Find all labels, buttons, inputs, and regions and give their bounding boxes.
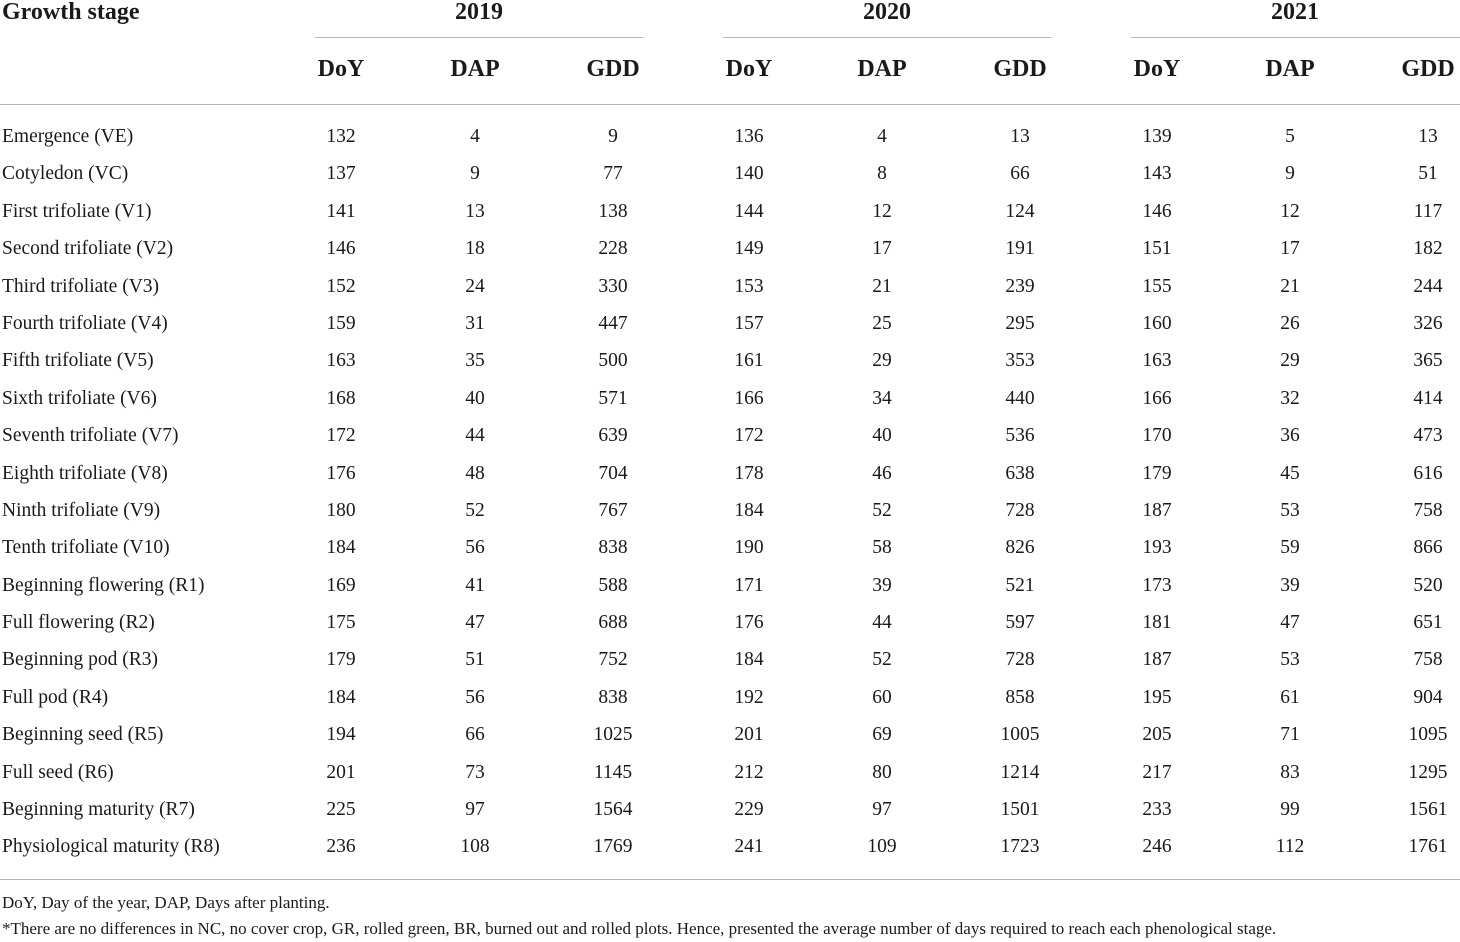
dap-2020-cell: 8: [877, 163, 887, 185]
doy-2019-cell: 146: [326, 238, 356, 260]
gdd-2020-cell: 295: [1005, 312, 1035, 334]
doy-2021-header: DoY: [1133, 56, 1181, 82]
doy-2019-cell: 168: [326, 387, 356, 409]
table-row: [0, 828, 1460, 865]
table-row: [0, 567, 1460, 604]
dap-2021-header: DAP: [1265, 56, 1315, 82]
doy-2021-cell: 173: [1142, 574, 1172, 596]
dap-2019-cell: 31: [465, 312, 485, 334]
dap-2021-cell: 112: [1275, 836, 1305, 858]
doy-2020-cell: 171: [734, 574, 764, 596]
gdd-2019-cell: 767: [598, 499, 628, 521]
doy-2019-cell: 172: [326, 425, 356, 447]
dap-2020-cell: 44: [872, 612, 892, 634]
dap-2019-cell: 40: [465, 387, 485, 409]
growth-stage-cell: Eighth trifoliate (V8): [2, 462, 168, 484]
gdd-2019-cell: 688: [598, 612, 628, 634]
dap-2020-cell: 17: [872, 238, 892, 260]
doy-2020-cell: 144: [734, 200, 764, 222]
gdd-2020-cell: 1005: [1000, 724, 1040, 746]
doy-2019-cell: 194: [326, 724, 356, 746]
dap-2021-cell: 17: [1280, 238, 1300, 260]
table-row: [0, 417, 1460, 454]
growth-stage-cell: Beginning maturity (R7): [2, 799, 195, 821]
table-row: [0, 716, 1460, 753]
dap-2019-cell: 44: [465, 425, 485, 447]
gdd-2021-cell: 244: [1413, 275, 1443, 297]
doy-2021-cell: 143: [1142, 163, 1172, 185]
gdd-2019-cell: 500: [598, 350, 628, 372]
gdd-2020-cell: 858: [1005, 686, 1035, 708]
doy-2021-cell: 179: [1142, 462, 1172, 484]
gdd-2019-cell: 138: [598, 200, 628, 222]
dap-2020-cell: 25: [872, 312, 892, 334]
growth-stage-cell: Emergence (VE): [2, 126, 134, 147]
dap-2020-cell: 46: [872, 462, 892, 484]
growth-stage-cell: Fifth trifoliate (V5): [2, 350, 154, 372]
table-footnotes: [2, 890, 1276, 942]
table-row: [0, 230, 1460, 267]
dap-2020-cell: 12: [872, 200, 892, 222]
table-bottom-rule: [0, 879, 1460, 880]
dap-2019-cell: 108: [460, 836, 490, 858]
footnote-abbreviations: DoY, Day of the year, DAP, Days after planting.: [2, 893, 330, 912]
table-row: [0, 268, 1460, 305]
dap-2020-cell: 52: [872, 649, 892, 671]
gdd-2019-cell: 1145: [593, 761, 633, 783]
growth-stage-cell: Tenth trifoliate (V10): [2, 537, 170, 559]
dap-2019-cell: 48: [465, 462, 485, 484]
dap-2021-cell: 5: [1285, 126, 1295, 147]
dap-2020-cell: 34: [872, 387, 892, 409]
growth-stage-cell: Seventh trifoliate (V7): [2, 425, 179, 447]
doy-2020-cell: 140: [734, 163, 764, 185]
gdd-2020-cell: 1501: [1000, 799, 1040, 821]
gdd-2019-cell: 1025: [593, 724, 633, 746]
growth-stage-cell: Cotyledon (VC): [2, 163, 129, 185]
doy-2019-cell: 176: [326, 462, 356, 484]
doy-2019-cell: 175: [326, 612, 356, 634]
growth-stage-cell: Third trifoliate (V3): [2, 275, 160, 297]
doy-2020-cell: 212: [734, 761, 764, 783]
doy-2020-header: DoY: [725, 56, 773, 82]
dap-2021-cell: 99: [1280, 799, 1300, 821]
growth-stage-cell: Second trifoliate (V2): [2, 238, 174, 260]
dap-2019-cell: 35: [465, 350, 485, 372]
dap-2019-cell: 51: [465, 649, 485, 671]
doy-2019-cell: 159: [326, 312, 356, 334]
dap-2021-cell: 32: [1280, 387, 1300, 409]
doy-2020-cell: 136: [734, 126, 764, 147]
doy-2019-cell: 163: [326, 350, 356, 372]
gdd-2020-cell: 13: [1010, 126, 1030, 147]
gdd-2021-cell: 365: [1413, 350, 1443, 372]
growth-stage-cell: Sixth trifoliate (V6): [2, 387, 157, 409]
gdd-2021-cell: 326: [1413, 312, 1443, 334]
dap-2020-cell: 58: [872, 537, 892, 559]
table-row: [0, 754, 1460, 791]
year-2019-header: 2019: [455, 0, 503, 25]
doy-2020-cell: 149: [734, 238, 764, 260]
doy-2019-cell: 201: [326, 761, 356, 783]
dap-2019-cell: 18: [465, 238, 485, 260]
doy-2020-cell: 201: [734, 724, 764, 746]
dap-2021-cell: 71: [1280, 724, 1300, 746]
growth-stage-header: Growth stage: [2, 0, 140, 25]
dap-2019-header: DAP: [450, 56, 500, 82]
dap-2019-cell: 13: [465, 200, 485, 222]
gdd-2021-cell: 651: [1413, 612, 1443, 634]
footnote-treatments: *There are no differences in NC, no cover crop, GR, rolled green, BR, burned out and rolled plots. Hence, presented the average number of days required to reach each phenological stage.: [2, 919, 1277, 938]
doy-2021-cell: 170: [1142, 425, 1172, 447]
gdd-2020-cell: 66: [1010, 163, 1030, 185]
doy-2021-cell: 205: [1142, 724, 1172, 746]
doy-2021-cell: 187: [1142, 649, 1172, 671]
dap-2019-cell: 97: [465, 799, 485, 821]
doy-2019-cell: 137: [326, 163, 356, 185]
gdd-2019-cell: 1769: [593, 836, 633, 858]
doy-2020-cell: 153: [734, 275, 764, 297]
gdd-2021-cell: 758: [1413, 499, 1443, 521]
gdd-2020-cell: 521: [1005, 574, 1035, 596]
doy-2020-cell: 176: [734, 612, 764, 634]
year-2020-underline: [723, 37, 1051, 38]
dap-2021-cell: 61: [1280, 686, 1300, 708]
table-row: [0, 342, 1460, 379]
table-row: [0, 380, 1460, 417]
gdd-2021-cell: 616: [1413, 462, 1443, 484]
growth-stage-cell: Full seed (R6): [2, 761, 114, 783]
doy-2021-cell: 195: [1142, 686, 1172, 708]
doy-2020-cell: 241: [734, 836, 764, 858]
table-row: [0, 455, 1460, 492]
dap-2021-cell: 39: [1280, 574, 1300, 596]
dap-2019-cell: 9: [470, 163, 480, 185]
dap-2021-cell: 45: [1280, 462, 1300, 484]
gdd-2021-cell: 51: [1418, 163, 1438, 185]
growth-stage-cell: First trifoliate (V1): [2, 200, 152, 222]
doy-2021-cell: 233: [1142, 799, 1172, 821]
doy-2021-cell: 139: [1142, 126, 1172, 147]
dap-2019-cell: 73: [465, 761, 485, 783]
doy-2021-cell: 151: [1142, 238, 1172, 260]
dap-2019-cell: 56: [465, 686, 485, 708]
table-row: [0, 155, 1460, 192]
doy-2020-cell: 178: [734, 462, 764, 484]
doy-2019-cell: 184: [326, 537, 356, 559]
table-row: [0, 118, 1460, 155]
dap-2020-cell: 52: [872, 499, 892, 521]
dap-2020-cell: 29: [872, 350, 892, 372]
gdd-2019-cell: 838: [598, 537, 628, 559]
gdd-2020-cell: 728: [1005, 649, 1035, 671]
doy-2019-cell: 180: [326, 499, 356, 521]
gdd-2019-header: GDD: [586, 56, 640, 82]
doy-2020-cell: 161: [734, 350, 764, 372]
gdd-2020-cell: 124: [1005, 200, 1035, 222]
gdd-2021-cell: 1095: [1408, 724, 1448, 746]
doy-2020-cell: 184: [734, 649, 764, 671]
gdd-2020-cell: 191: [1005, 238, 1035, 260]
dap-2021-cell: 9: [1285, 163, 1295, 185]
table-row: [0, 529, 1460, 566]
growth-stage-cell: Ninth trifoliate (V9): [2, 499, 161, 521]
growth-stage-cell: Full pod (R4): [2, 686, 109, 708]
dap-2020-cell: 80: [872, 761, 892, 783]
dap-2019-cell: 52: [465, 499, 485, 521]
table-row: [0, 791, 1460, 828]
gdd-2021-cell: 414: [1413, 387, 1443, 409]
dap-2020-cell: 21: [872, 275, 892, 297]
dap-2021-cell: 26: [1280, 312, 1300, 334]
gdd-2021-cell: 1561: [1408, 799, 1448, 821]
gdd-2021-cell: 904: [1413, 686, 1443, 708]
gdd-2019-cell: 330: [598, 275, 628, 297]
doy-2020-cell: 157: [734, 312, 764, 334]
gdd-2020-cell: 536: [1005, 425, 1035, 447]
doy-2019-cell: 169: [326, 574, 356, 596]
gdd-2021-cell: 13: [1418, 126, 1438, 147]
gdd-2020-cell: 728: [1005, 499, 1035, 521]
doy-2021-cell: 181: [1142, 612, 1172, 634]
dap-2021-cell: 12: [1280, 200, 1300, 222]
gdd-2019-cell: 1564: [593, 799, 633, 821]
gdd-2019-cell: 228: [598, 238, 628, 260]
doy-2019-cell: 132: [326, 126, 356, 147]
growth-stage-cell: Beginning flowering (R1): [2, 574, 205, 596]
doy-2021-cell: 217: [1142, 761, 1172, 783]
dap-2020-cell: 39: [872, 574, 892, 596]
year-2021-underline: [1131, 37, 1460, 38]
growth-stage-cell: Beginning pod (R3): [2, 649, 158, 671]
gdd-2020-cell: 239: [1005, 275, 1035, 297]
doy-2021-cell: 155: [1142, 275, 1172, 297]
dap-2021-cell: 53: [1280, 499, 1300, 521]
dap-2020-header: DAP: [857, 56, 907, 82]
dap-2019-cell: 24: [465, 275, 485, 297]
doy-2021-cell: 246: [1142, 836, 1172, 858]
doy-2021-cell: 166: [1142, 387, 1172, 409]
gdd-2019-cell: 752: [598, 649, 628, 671]
gdd-2021-cell: 758: [1413, 649, 1443, 671]
gdd-2021-cell: 866: [1413, 537, 1443, 559]
gdd-2019-cell: 704: [598, 462, 628, 484]
gdd-2021-cell: 520: [1413, 574, 1443, 596]
doy-2021-cell: 193: [1142, 537, 1172, 559]
gdd-2021-cell: 1295: [1408, 761, 1448, 783]
gdd-2020-header: GDD: [993, 56, 1047, 82]
gdd-2021-cell: 1761: [1408, 836, 1448, 858]
doy-2020-cell: 192: [734, 686, 764, 708]
gdd-2019-cell: 588: [598, 574, 628, 596]
growth-stage-cell: Fourth trifoliate (V4): [2, 312, 168, 334]
gdd-2019-cell: 9: [608, 126, 618, 147]
gdd-2020-cell: 597: [1005, 612, 1035, 634]
table-row: [0, 679, 1460, 716]
gdd-2021-cell: 473: [1413, 425, 1443, 447]
doy-2020-cell: 184: [734, 499, 764, 521]
dap-2021-cell: 83: [1280, 761, 1300, 783]
doy-2019-cell: 141: [326, 200, 356, 222]
dap-2019-cell: 4: [470, 126, 480, 147]
doy-2021-cell: 163: [1142, 350, 1172, 372]
gdd-2019-cell: 639: [598, 425, 628, 447]
year-2019-underline: [315, 37, 643, 38]
gdd-2019-cell: 77: [603, 163, 623, 185]
dap-2020-cell: 40: [872, 425, 892, 447]
gdd-2020-cell: 638: [1005, 462, 1035, 484]
gdd-2019-cell: 571: [598, 387, 628, 409]
doy-2020-cell: 190: [734, 537, 764, 559]
year-2020-header: 2020: [863, 0, 911, 25]
table-row: [0, 193, 1460, 230]
table-row: [0, 305, 1460, 342]
growth-stage-cell: Physiological maturity (R8): [2, 836, 220, 858]
gdd-2021-cell: 117: [1413, 200, 1443, 222]
dap-2020-cell: 69: [872, 724, 892, 746]
doy-2019-cell: 236: [326, 836, 356, 858]
gdd-2019-cell: 447: [598, 312, 628, 334]
gdd-2019-cell: 838: [598, 686, 628, 708]
doy-2019-cell: 225: [326, 799, 356, 821]
dap-2021-cell: 59: [1280, 537, 1300, 559]
dap-2019-cell: 41: [465, 574, 485, 596]
doy-2021-cell: 187: [1142, 499, 1172, 521]
doy-2019-header: DoY: [317, 56, 365, 82]
dap-2021-cell: 53: [1280, 649, 1300, 671]
doy-2020-cell: 229: [734, 799, 764, 821]
doy-2020-cell: 172: [734, 425, 764, 447]
gdd-2020-cell: 353: [1005, 350, 1035, 372]
dap-2020-cell: 60: [872, 686, 892, 708]
table-row: [0, 492, 1460, 529]
dap-2019-cell: 47: [465, 612, 485, 634]
gdd-2020-cell: 1214: [1000, 761, 1040, 783]
table-body: [0, 118, 1460, 866]
dap-2021-cell: 47: [1280, 612, 1300, 634]
dap-2021-cell: 36: [1280, 425, 1300, 447]
dap-2019-cell: 66: [465, 724, 485, 746]
table-row: [0, 604, 1460, 641]
doy-2019-cell: 152: [326, 275, 356, 297]
gdd-2020-cell: 826: [1005, 537, 1035, 559]
growth-stage-cell: Beginning seed (R5): [2, 724, 164, 746]
table-row: [0, 641, 1460, 678]
dap-2020-cell: 4: [877, 126, 887, 147]
growth-stage-cell: Full flowering (R2): [2, 612, 155, 634]
gdd-2020-cell: 440: [1005, 387, 1035, 409]
gdd-2021-header: GDD: [1401, 56, 1455, 82]
dap-2020-cell: 109: [867, 836, 897, 858]
doy-2021-cell: 146: [1142, 200, 1172, 222]
doy-2019-cell: 184: [326, 686, 356, 708]
doy-2021-cell: 160: [1142, 312, 1172, 334]
doy-2020-cell: 166: [734, 387, 764, 409]
dap-2021-cell: 21: [1280, 275, 1300, 297]
doy-2019-cell: 179: [326, 649, 356, 671]
dap-2019-cell: 56: [465, 537, 485, 559]
gdd-2021-cell: 182: [1413, 238, 1443, 260]
dap-2021-cell: 29: [1280, 350, 1300, 372]
year-2021-header: 2021: [1271, 0, 1319, 25]
gdd-2020-cell: 1723: [1000, 836, 1040, 858]
dap-2020-cell: 97: [872, 799, 892, 821]
table-header: [0, 0, 1460, 104]
header-divider: [0, 104, 1460, 105]
